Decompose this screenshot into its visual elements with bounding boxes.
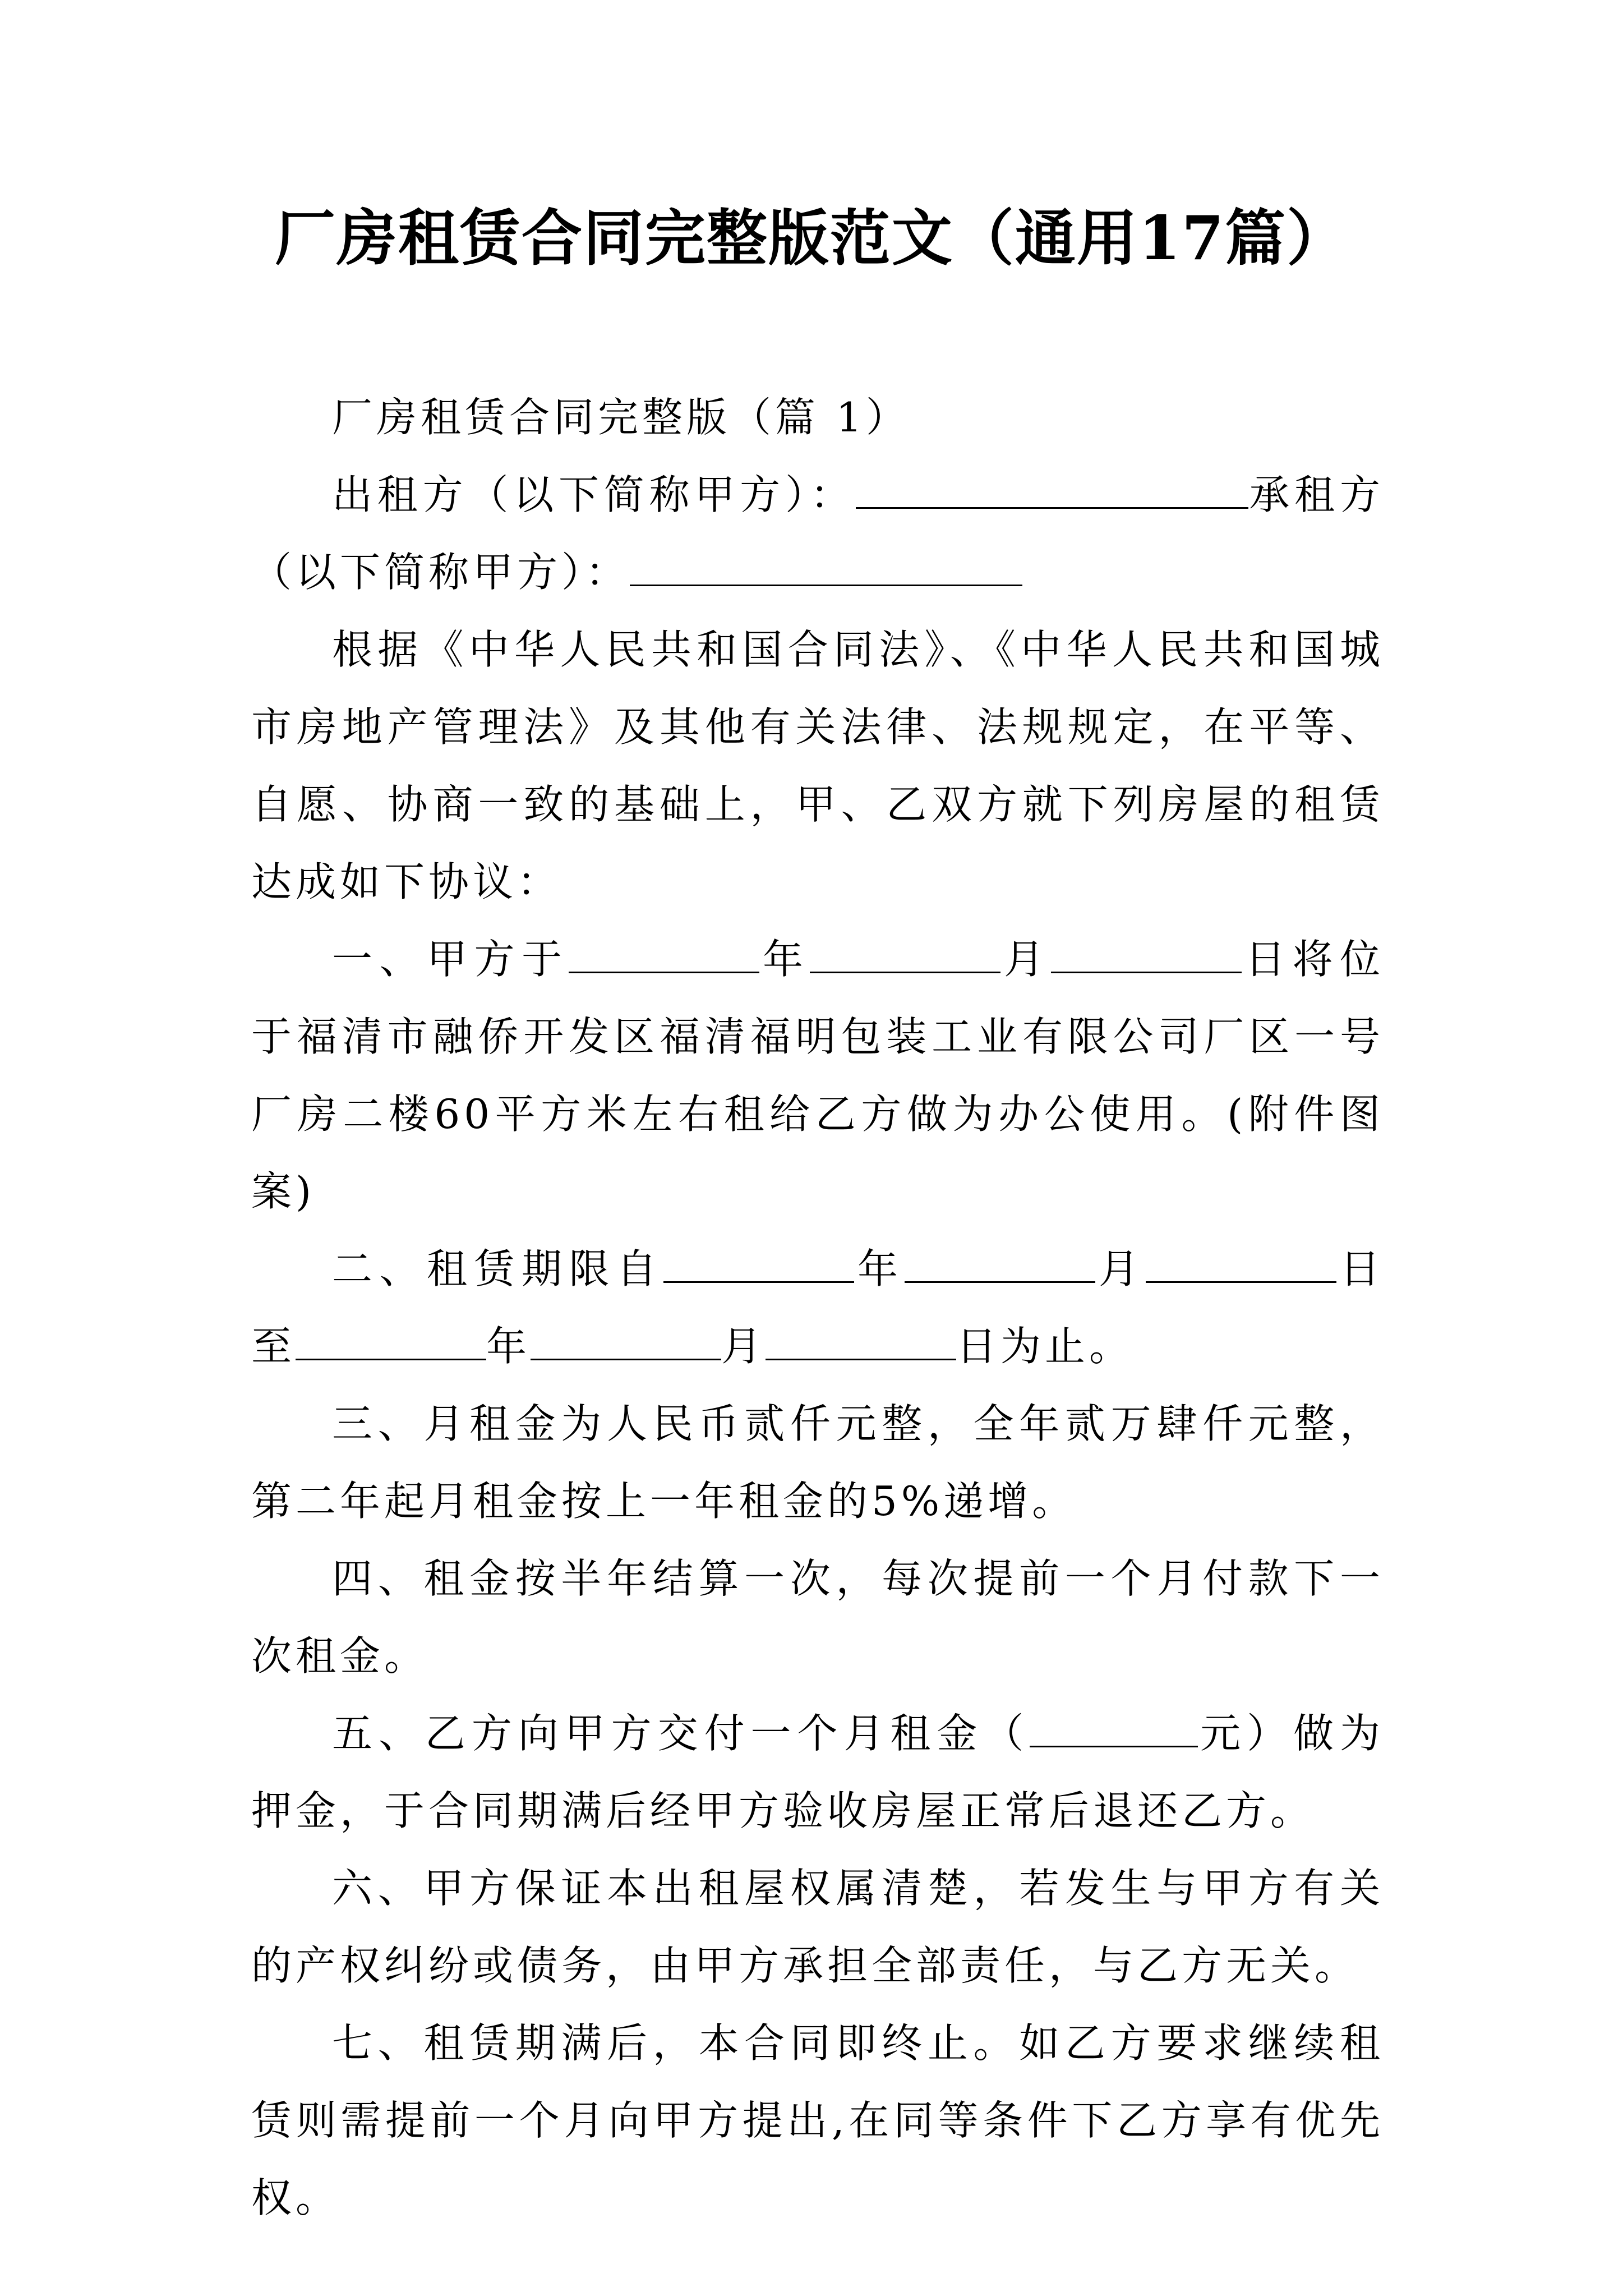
lessor-label: 出租方（以下简称甲方）： (332, 471, 856, 518)
clause-1-month: 月 (1000, 936, 1052, 983)
clause-4-text: 四、租金按半年结算一次，每次提前一个月付款下一次租金。 (251, 1555, 1384, 1680)
clause-2-month1-blank (905, 1246, 1095, 1283)
clause-2-month2: 月 (721, 1323, 766, 1370)
clause-2-year2-blank (296, 1324, 486, 1360)
lessee-label: 承租方（以下简称甲方）： (251, 471, 1384, 596)
clause-1-rest: 日将位于福清市融侨开发区福清福明包装工业有限公司厂区一号厂房二楼60平方米左右租给乙方做为办公使用。(附件图案) (251, 936, 1384, 1215)
clause-2-prefix: 二、租赁期限自 (332, 1245, 664, 1292)
clause-1-day-blank (1051, 937, 1242, 973)
document-body (251, 379, 1384, 2237)
parties-paragraph (251, 456, 1384, 611)
document-title: 厂房租赁合同完整版范文（通用17篇） (274, 203, 1349, 274)
clause-3 (251, 1385, 1384, 1540)
clause-3-text: 三、月租金为人民币贰仟元整，全年贰万肆仟元整，第二年起月租金按上一年租金的5%递增。 (251, 1400, 1384, 1525)
clause-1-prefix: 一、甲方于 (332, 936, 569, 983)
preamble-text: 根据《中华人民共和国合同法》、《中华人民共和国城市房地产管理法》及其他有关法律、法规规定，在平等、自愿、协商一致的基础上，甲、乙双方就下列房屋的租赁达成如下协议： (251, 626, 1384, 905)
clause-7 (251, 2004, 1384, 2237)
clause-2-month1: 月 (1095, 1245, 1146, 1292)
clause-2-year1: 年 (854, 1245, 905, 1292)
clause-1 (251, 921, 1384, 1230)
lessor-blank (856, 472, 1248, 509)
clause-2-day2-blank (766, 1324, 956, 1360)
clause-7-text: 七、租赁期满后，本合同即终止。如乙方要求继续租赁则需提前一个月向甲方提出,在同等条件下乙方享有优先权。 (251, 2019, 1384, 2221)
clause-2-day1-blank (1146, 1246, 1336, 1283)
lessee-blank (630, 550, 1022, 586)
clause-2-year1-blank (663, 1246, 854, 1283)
clause-1-year: 年 (759, 936, 810, 983)
clause-5-suffix: 元）做为押金，于合同期满后经甲方验收房屋正常后退还乙方。 (251, 1710, 1384, 1834)
clause-6-text: 六、甲方保证本出租屋权属清楚，若发生与甲方有关的产权纠纷或债务，由甲方承担全部责任，与乙方无关。 (251, 1865, 1384, 1989)
clause-6 (251, 1849, 1384, 2004)
clause-2-year2: 年 (486, 1323, 531, 1370)
clause-1-month-blank (810, 937, 1000, 973)
clause-5 (251, 1695, 1384, 1849)
preamble-paragraph (251, 611, 1384, 921)
clause-2-end: 日为止。 (956, 1323, 1134, 1370)
clause-4 (251, 1540, 1384, 1695)
clause-5-prefix: 五、乙方向甲方交付一个月租金（ (332, 1710, 1030, 1757)
section-heading-text: 厂房租赁合同完整版（篇 1） (332, 394, 910, 441)
clause-2-day1: 日至 (251, 1245, 1384, 1370)
clause-2 (251, 1230, 1384, 1385)
section-heading (251, 379, 1384, 456)
clause-2-month2-blank (531, 1324, 721, 1360)
clause-1-year-blank (569, 937, 759, 973)
clause-5-deposit-blank (1030, 1711, 1198, 1747)
